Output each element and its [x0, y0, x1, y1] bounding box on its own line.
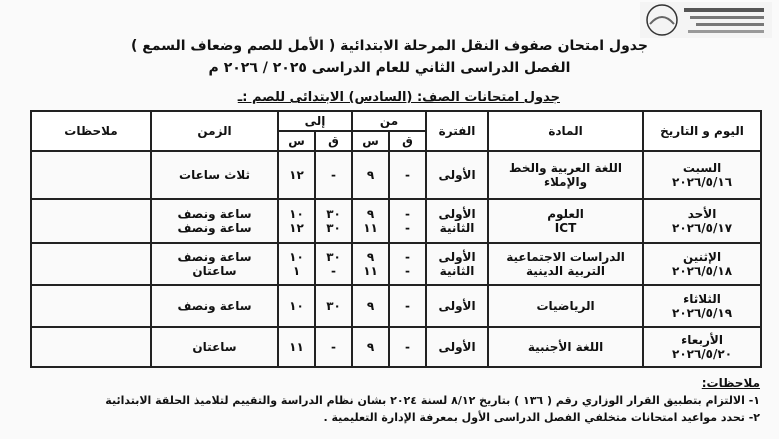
notes-cell: [31, 151, 151, 199]
header-notes: ملاحظات: [31, 111, 151, 151]
to-s-cell: [278, 199, 315, 243]
day-date-cell: [643, 285, 761, 327]
day-date-cell: [643, 243, 761, 285]
period-cell: [426, 199, 488, 243]
day-name: الأحد: [687, 207, 717, 221]
period-value: الأولى: [438, 168, 476, 182]
note-item: ٢- تحدد مواعيد امتحانات متخلفي الفصل الدراسى الأول بمعرفة الإدارة التعليمية .: [323, 411, 760, 424]
subject-value: اللغة الأجنبية: [527, 340, 604, 354]
exam-title: جدول امتحان صفوف النقل المرحلة الابتدائية ( الأمل للصم وضعاف السمع ): [131, 38, 648, 54]
to-q-value: -: [331, 340, 336, 354]
period-cell: [426, 151, 488, 199]
header-to-s: س: [278, 131, 315, 151]
notes-cell: [31, 285, 151, 327]
subject-value: التربية الدينية: [526, 264, 606, 278]
from-s-cell: [352, 151, 389, 199]
table-row: [31, 285, 761, 327]
from-s-cell: [352, 199, 389, 243]
header-subject: المادة: [488, 111, 643, 151]
to-s-cell: [278, 285, 315, 327]
subject-cell: [488, 285, 643, 327]
from-q-cell: [389, 285, 426, 327]
from-s-value: ٩: [366, 168, 375, 182]
from-q-cell: [389, 151, 426, 199]
day-name: الأربعاء: [681, 333, 723, 347]
from-q-value: -: [405, 340, 411, 354]
subject-value: العلوم: [547, 207, 584, 221]
header-to: إلى: [278, 111, 352, 131]
period-value: الثانية: [439, 264, 475, 278]
header-duration: الزمن: [151, 111, 278, 151]
day-name: الإثنين: [682, 250, 722, 264]
period-value: الثانية: [439, 221, 475, 235]
table-row: [31, 327, 761, 367]
period-value: الأولى: [438, 340, 476, 354]
exam-date: ٢٠٢٦/٥/١٦: [672, 175, 733, 189]
note-item: ١- الالتزام بتطبيق القرار الوزاري رقم ( ١٣٦ ) بتاريخ ٨/١٢ لسنة ٢٠٢٤ بشان نظام الدراسة والتقييم لتلاميذ الحلقة الابتدائية: [105, 394, 760, 407]
day-date-cell: [643, 327, 761, 367]
directorate-logo: [640, 2, 772, 38]
to-s-cell: [278, 327, 315, 367]
from-q-value: -: [405, 221, 411, 235]
header-to-q: ق: [315, 131, 352, 151]
to-s-value: ١١: [289, 340, 304, 354]
exam-schedule-table: [30, 110, 762, 368]
to-q-cell: [315, 151, 352, 199]
exam-date: ٢٠٢٦/٥/٢٠: [672, 347, 733, 361]
duration-value: ثلاث ساعات: [179, 168, 250, 182]
from-s-value: ٩: [366, 299, 375, 313]
to-s-value: ١٠: [289, 299, 304, 313]
subject-cell: [488, 327, 643, 367]
from-q-cell: [389, 199, 426, 243]
duration-cell: [151, 151, 278, 199]
to-s-value: ١٢: [289, 221, 304, 235]
from-q-value: -: [405, 264, 411, 278]
to-q-value: ٣٠: [326, 299, 341, 313]
to-q-value: ٣٠: [326, 221, 341, 235]
to-s-cell: [278, 151, 315, 199]
from-q-cell: [389, 243, 426, 285]
duration-value: ساعة ونصف: [177, 250, 252, 264]
header-from: من: [352, 111, 426, 131]
to-s-cell: [278, 243, 315, 285]
duration-value: ساعتان: [192, 340, 237, 354]
semester-title: الفصل الدراسى الثاني للعام الدراسى ٢٠٢٥ / ٢٠٢٦ م: [208, 60, 571, 76]
subject-cell: [488, 151, 643, 199]
to-q-cell: [315, 327, 352, 367]
from-s-cell: [352, 243, 389, 285]
notes-heading: ملاحظات:: [701, 376, 760, 390]
duration-cell: [151, 199, 278, 243]
period-cell: [426, 243, 488, 285]
duration-cell: [151, 285, 278, 327]
from-s-cell: [352, 285, 389, 327]
period-value: الأولى: [438, 299, 476, 313]
day-name: الثلاثاء: [683, 292, 721, 306]
from-s-cell: [352, 327, 389, 367]
table-row: [31, 243, 761, 285]
table-row: [31, 199, 761, 243]
duration-value: ساعة ونصف: [177, 221, 252, 235]
to-q-cell: [315, 199, 352, 243]
header-from-s: س: [352, 131, 389, 151]
period-value: الأولى: [438, 250, 476, 264]
from-s-value: ٩: [366, 340, 375, 354]
subject-cell: [488, 243, 643, 285]
to-s-value: ١٢: [289, 168, 304, 182]
duration-value: ساعة ونصف: [177, 299, 252, 313]
exam-date: ٢٠٢٦/٥/١٧: [672, 221, 733, 235]
subject-value: اللغة العربية والخط والإملاء: [509, 161, 623, 189]
notes-cell: [31, 199, 151, 243]
subject-cell: [488, 199, 643, 243]
day-date-cell: [643, 199, 761, 243]
header-from-q: ق: [389, 131, 426, 151]
exam-date: ٢٠٢٦/٥/١٩: [672, 306, 733, 320]
from-s-value: ١١: [363, 264, 378, 278]
duration-value: ساعة ونصف: [177, 207, 252, 221]
from-s-value: ٩: [366, 250, 375, 264]
to-q-value: -: [331, 264, 336, 278]
notes-cell: [31, 243, 151, 285]
subject-value: ICT: [554, 221, 577, 235]
duration-value: ساعتان: [192, 264, 237, 278]
to-s-value: ١٠: [289, 207, 304, 221]
from-q-cell: [389, 327, 426, 367]
to-q-value: ٣٠: [326, 207, 341, 221]
subject-value: الرياضيات: [536, 299, 595, 313]
duration-cell: [151, 327, 278, 367]
header-period: الفترة: [426, 111, 488, 151]
to-s-value: ١: [292, 264, 301, 278]
to-q-value: -: [331, 168, 336, 182]
period-cell: [426, 327, 488, 367]
from-q-value: -: [405, 207, 411, 221]
period-cell: [426, 285, 488, 327]
day-date-cell: [643, 151, 761, 199]
to-s-value: ١٠: [289, 250, 304, 264]
subject-value: الدراسات الاجتماعية: [506, 250, 625, 264]
duration-cell: [151, 243, 278, 285]
from-q-value: -: [405, 168, 411, 182]
exam-date: ٢٠٢٦/٥/١٨: [672, 264, 733, 278]
period-value: الأولى: [438, 207, 476, 221]
table-row: [31, 151, 761, 199]
to-q-cell: [315, 243, 352, 285]
to-q-value: ٣٠: [326, 250, 341, 264]
notes-cell: [31, 327, 151, 367]
from-s-value: ١١: [363, 221, 378, 235]
from-q-value: -: [405, 299, 411, 313]
schedule-rows: [31, 151, 761, 367]
section-title: جدول امتحانات الصف: (السادس) الابتدائى للصم :ـ: [237, 90, 560, 105]
header-day-date: اليوم و التاريخ: [643, 111, 761, 151]
day-name: السبت: [682, 161, 722, 175]
to-q-cell: [315, 285, 352, 327]
from-s-value: ٩: [366, 207, 375, 221]
from-q-value: -: [405, 250, 411, 264]
